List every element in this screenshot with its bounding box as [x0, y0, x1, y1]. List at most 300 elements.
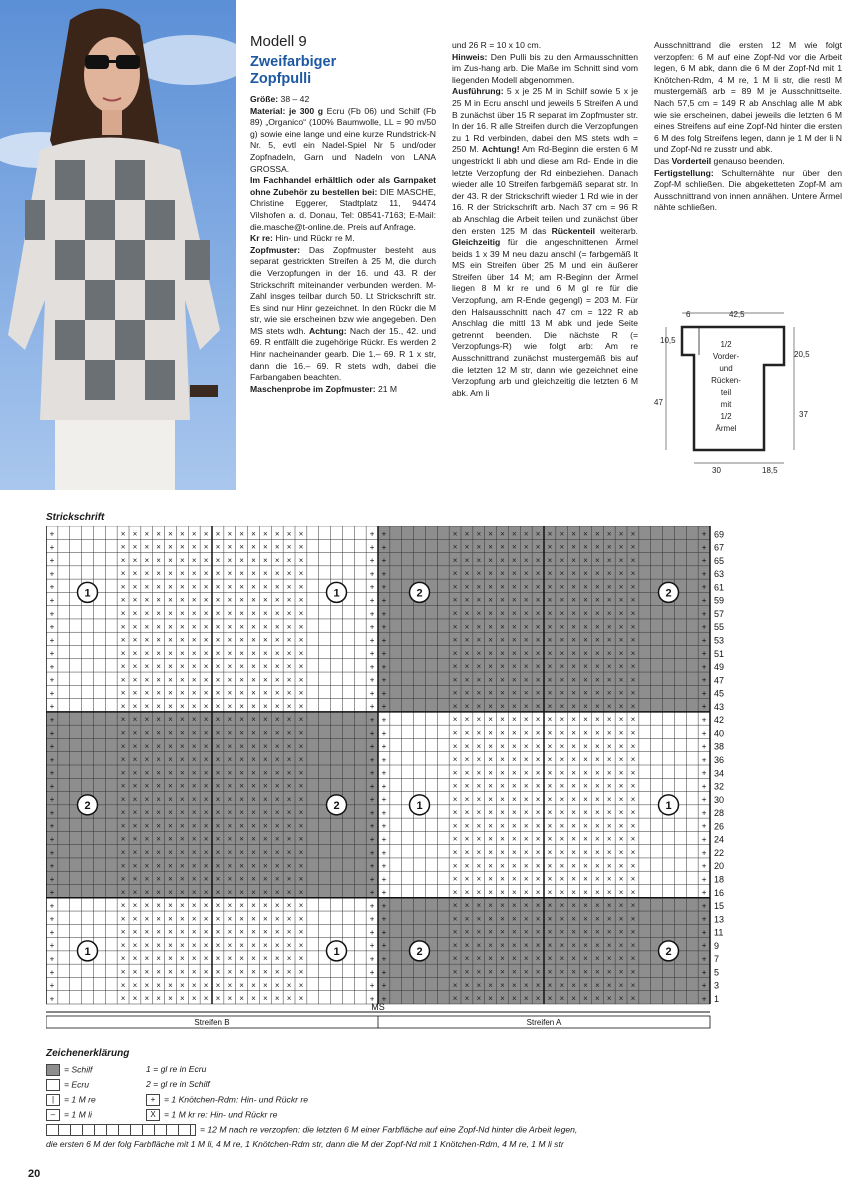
stitch-plus: +	[701, 981, 707, 991]
stitch-x: ×	[132, 635, 138, 645]
stitch-x: ×	[606, 582, 612, 592]
row-number: 3	[714, 980, 720, 991]
stitch-x: ×	[263, 940, 268, 950]
stitch-plus: +	[369, 622, 375, 632]
stitch-x: ×	[571, 529, 576, 539]
stitch-x: ×	[559, 954, 565, 964]
stitch-x: ×	[191, 701, 197, 711]
stitch-x: ×	[251, 887, 256, 897]
stitch-x: ×	[180, 701, 185, 711]
stitch-x: ×	[156, 741, 161, 751]
stitch-x: ×	[120, 901, 126, 911]
stitch-plus: +	[701, 848, 707, 858]
stitch-x: ×	[120, 755, 126, 765]
stitch-x: ×	[630, 980, 636, 990]
stitch-x: ×	[464, 662, 470, 672]
stitch-x: ×	[168, 794, 173, 804]
stitch-x: ×	[203, 675, 209, 685]
stitch-plus: +	[381, 582, 387, 592]
stitch-x: ×	[512, 635, 517, 645]
stitch-x: ×	[286, 887, 292, 897]
stitch-plus: +	[701, 582, 707, 592]
stitch-x: ×	[227, 569, 233, 579]
stitch-x: ×	[180, 715, 185, 725]
stitch-x: ×	[547, 927, 553, 937]
text-column-1	[250, 34, 436, 395]
dim-47: 47	[654, 398, 663, 407]
stitch-x: ×	[251, 622, 256, 632]
stitch-x: ×	[191, 940, 197, 950]
stitch-x: ×	[547, 675, 553, 685]
stitch-x: ×	[156, 582, 161, 592]
stitch-x: ×	[571, 808, 576, 818]
stitch-x: ×	[595, 741, 600, 751]
stitch-x: ×	[120, 635, 126, 645]
row-number: 5	[714, 967, 720, 978]
stitch-plus: +	[381, 662, 387, 672]
stitch-x: ×	[595, 688, 600, 698]
stitch-x: ×	[618, 609, 624, 619]
stitch-x: ×	[606, 662, 612, 672]
stitch-x: ×	[464, 781, 470, 791]
stitch-plus: +	[381, 675, 387, 685]
stitch-x: ×	[535, 887, 541, 897]
stitch-x: ×	[500, 569, 505, 579]
stitch-x: ×	[500, 914, 505, 924]
stitch-x: ×	[227, 808, 233, 818]
stitch-x: ×	[144, 582, 150, 592]
stitch-x: ×	[559, 595, 565, 605]
stitch-x: ×	[120, 622, 126, 632]
stitch-x: ×	[132, 874, 138, 884]
stitch-x: ×	[512, 781, 517, 791]
stitch-x: ×	[274, 741, 280, 751]
stitch-x: ×	[452, 542, 458, 552]
legend-gl-schilf: 2 = gl re in Schilf	[146, 1079, 210, 1089]
stitch-x: ×	[583, 529, 588, 539]
stitch-x: ×	[559, 755, 565, 765]
stitch-x: ×	[156, 901, 161, 911]
stitch-x: ×	[547, 622, 553, 632]
stitch-x: ×	[168, 781, 173, 791]
stitch-plus: +	[49, 888, 55, 898]
stitch-x: ×	[595, 555, 600, 565]
stitch-x: ×	[298, 927, 304, 937]
row-number: 15	[714, 901, 725, 912]
stitch-x: ×	[180, 781, 185, 791]
stitch-x: ×	[239, 927, 244, 937]
stitch-x: ×	[571, 954, 576, 964]
stitch-x: ×	[263, 901, 268, 911]
stitch-x: ×	[203, 954, 209, 964]
stitch-x: ×	[144, 821, 150, 831]
stitch-x: ×	[512, 728, 517, 738]
stitch-x: ×	[120, 768, 126, 778]
stitch-x: ×	[452, 529, 458, 539]
legend-m-re: | = 1 M re	[46, 1094, 96, 1106]
stitch-x: ×	[464, 940, 470, 950]
stitch-x: ×	[120, 648, 126, 658]
stitch-x: ×	[559, 715, 565, 725]
stitch-x: ×	[535, 874, 541, 884]
stitch-x: ×	[606, 609, 612, 619]
stitch-x: ×	[476, 808, 482, 818]
stitch-plus: +	[49, 622, 55, 632]
stitch-x: ×	[274, 595, 280, 605]
stitch-x: ×	[464, 954, 470, 964]
stitch-x: ×	[630, 994, 636, 1004]
stitch-x: ×	[535, 595, 541, 605]
stitch-plus: +	[381, 728, 387, 738]
stitch-x: ×	[452, 914, 458, 924]
stitch-x: ×	[180, 728, 185, 738]
stitch-x: ×	[239, 887, 244, 897]
ausfuehrung-paragraph: Ausführung: 5 x je 25 M in Schilf sowie 5 x je 25 M in Ecru anschl und jeweils 5 Streifen A und B zunächst über 15 R separat im Zopfmuster str. In der 16. R alle Streifen durch die Verzopfungen zu 1 Rd verbinden, dabei den MS stets wdh = 250 M. Achtung! Am Rd-Beginn die ersten 6 M ungestrickt li abh und diese am Rd- Ende in die letzte Verzopfung der Rd einbeziehen. Danach wieder alle 10 Streifen farbgemäß separat str. In der 43. R der Strickschrift wieder 1 Rd wie in der 16. R der Strickschrift arb. Nach 37 cm = 96 R ab Anschlag die Arbeit teilen und zunächst über den ersten 125 M das Rückenteil weiterarb. Gleichzeitig für die angeschnittenen Ärmel beids 1 x 39 M neu dazu anschl (= farbgemäß lt MS ein Streifen über 25 M und ein äußerer Streifen über 14 M; am R-Beginn der Ärmel liegen 8 M kr re und 6 M gl re für die Verzopfung, am R-Ende gegengl) = 203 M. Für den Halsausschnitt nach 47 cm = 122 R ab Anschlag die mittl 13 M abk und jede Seite getrennt beenden. Die nächste R (= Verzopfungs-R) wie folgt arb: Am re Ausschnittrand zunächst mustergemäß bis auf die letzten 12 M str, dann wie gezeichnet eine Verzopfung arb und gleichzeitig die letzten 6 M abk. Am li	[452, 86, 639, 398]
text-column-2	[452, 40, 638, 399]
stitch-x: ×	[606, 635, 612, 645]
stitch-x: ×	[523, 609, 529, 619]
stitch-x: ×	[215, 927, 221, 937]
stitch-x: ×	[523, 715, 529, 725]
stitch-x: ×	[630, 555, 636, 565]
stitch-x: ×	[298, 529, 304, 539]
stitch-x: ×	[583, 675, 588, 685]
stitch-x: ×	[500, 688, 505, 698]
stitch-x: ×	[476, 834, 482, 844]
stitch-x: ×	[547, 821, 553, 831]
stitch-x: ×	[583, 848, 588, 858]
stitch-x: ×	[239, 914, 244, 924]
stitch-x: ×	[535, 635, 541, 645]
stitch-x: ×	[144, 529, 150, 539]
stitch-x: ×	[120, 595, 126, 605]
stitch-x: ×	[168, 662, 173, 672]
stitch-x: ×	[168, 595, 173, 605]
stitch-x: ×	[488, 874, 493, 884]
stitch-x: ×	[274, 755, 280, 765]
stitch-x: ×	[464, 569, 470, 579]
streifen-b-label: Streifen B	[194, 1018, 230, 1027]
stitch-x: ×	[191, 741, 197, 751]
stitch-x: ×	[583, 728, 588, 738]
stitch-x: ×	[618, 848, 624, 858]
stitch-x: ×	[191, 715, 197, 725]
stitch-x: ×	[618, 648, 624, 658]
stitch-x: ×	[215, 848, 221, 858]
stitch-x: ×	[132, 675, 138, 685]
stitch-x: ×	[286, 967, 292, 977]
stitch-plus: +	[701, 808, 707, 818]
stitch-plus: +	[381, 981, 387, 991]
stitch-x: ×	[464, 861, 470, 871]
stitch-x: ×	[571, 901, 576, 911]
stitch-x: ×	[606, 728, 612, 738]
stitch-x: ×	[203, 609, 209, 619]
stitch-x: ×	[156, 609, 161, 619]
stitch-x: ×	[203, 701, 209, 711]
stitch-x: ×	[274, 967, 280, 977]
stitch-x: ×	[618, 688, 624, 698]
stitch-x: ×	[452, 874, 458, 884]
stitch-x: ×	[512, 622, 517, 632]
stitch-x: ×	[286, 595, 292, 605]
stitch-x: ×	[630, 901, 636, 911]
stitch-x: ×	[571, 940, 576, 950]
stitch-x: ×	[630, 662, 636, 672]
stitch-x: ×	[547, 874, 553, 884]
stitch-x: ×	[180, 635, 185, 645]
stitch-x: ×	[476, 874, 482, 884]
stitch-x: ×	[500, 954, 505, 964]
stitch-x: ×	[168, 967, 173, 977]
stitch-plus: +	[49, 967, 55, 977]
stitch-x: ×	[168, 994, 173, 1004]
stitch-x: ×	[120, 781, 126, 791]
stitch-x: ×	[523, 662, 529, 672]
stitch-x: ×	[512, 940, 517, 950]
stitch-x: ×	[286, 914, 292, 924]
stitch-x: ×	[559, 994, 565, 1004]
stitch-x: ×	[452, 901, 458, 911]
row-number: 30	[714, 794, 725, 805]
stitch-x: ×	[120, 874, 126, 884]
stitch-x: ×	[180, 887, 185, 897]
stitch-x: ×	[488, 675, 493, 685]
stitch-x: ×	[523, 569, 529, 579]
stitch-x: ×	[251, 901, 256, 911]
stitch-x: ×	[523, 555, 529, 565]
stitch-x: ×	[606, 555, 612, 565]
stitch-x: ×	[120, 701, 126, 711]
stitch-x: ×	[476, 542, 482, 552]
stitch-x: ×	[227, 781, 233, 791]
stitch-x: ×	[476, 954, 482, 964]
stitch-x: ×	[191, 994, 197, 1004]
stitch-x: ×	[523, 675, 529, 685]
stitch-x: ×	[452, 609, 458, 619]
stitch-x: ×	[298, 595, 304, 605]
stitch-x: ×	[630, 741, 636, 751]
stitch-x: ×	[191, 914, 197, 924]
stitch-x: ×	[535, 967, 541, 977]
stitch-x: ×	[286, 821, 292, 831]
stitch-x: ×	[144, 662, 150, 672]
stitch-x: ×	[595, 609, 600, 619]
stitch-x: ×	[298, 701, 304, 711]
stitch-x: ×	[203, 595, 209, 605]
stitch-x: ×	[227, 741, 233, 751]
stitch-x: ×	[251, 662, 256, 672]
stitch-x: ×	[547, 954, 553, 964]
stitch-x: ×	[595, 569, 600, 579]
stitch-x: ×	[215, 980, 221, 990]
stitch-x: ×	[263, 914, 268, 924]
stitch-x: ×	[203, 715, 209, 725]
stitch-x: ×	[476, 675, 482, 685]
stitch-x: ×	[476, 622, 482, 632]
stitch-x: ×	[274, 728, 280, 738]
stitch-x: ×	[535, 927, 541, 937]
stitch-x: ×	[215, 662, 221, 672]
stitch-plus: +	[381, 781, 387, 791]
stitch-x: ×	[274, 648, 280, 658]
stitch-x: ×	[132, 728, 138, 738]
stitch-x: ×	[630, 927, 636, 937]
stitch-x: ×	[595, 874, 600, 884]
stitch-x: ×	[180, 688, 185, 698]
stitch-x: ×	[488, 569, 493, 579]
stitch-x: ×	[618, 542, 624, 552]
stitch-plus: +	[701, 914, 707, 924]
stitch-x: ×	[180, 662, 185, 672]
stitch-x: ×	[464, 529, 470, 539]
stitch-x: ×	[583, 701, 588, 711]
stitch-plus: +	[49, 835, 55, 845]
ms-label: MS	[371, 1002, 385, 1012]
stitch-x: ×	[168, 887, 173, 897]
stitch-x: ×	[191, 569, 197, 579]
stitch-plus: +	[369, 755, 375, 765]
stitch-x: ×	[618, 755, 624, 765]
stitch-plus: +	[701, 556, 707, 566]
chart-circle-label: 2	[416, 945, 423, 958]
stitch-x: ×	[274, 555, 280, 565]
stitch-x: ×	[239, 715, 244, 725]
stitch-plus: +	[701, 569, 707, 579]
chart-circle-label: 2	[665, 945, 672, 958]
stitch-x: ×	[239, 701, 244, 711]
stitch-x: ×	[215, 994, 221, 1004]
stitch-x: ×	[274, 688, 280, 698]
stitch-x: ×	[227, 648, 233, 658]
stitch-x: ×	[144, 555, 150, 565]
stitch-x: ×	[168, 927, 173, 937]
stitch-x: ×	[286, 728, 292, 738]
stitch-x: ×	[606, 781, 612, 791]
row-number: 65	[714, 555, 725, 566]
stitch-x: ×	[180, 848, 185, 858]
row-number: 13	[714, 914, 725, 925]
stitch-x: ×	[512, 701, 517, 711]
stitch-x: ×	[488, 821, 493, 831]
stitch-x: ×	[464, 728, 470, 738]
stitch-x: ×	[120, 542, 126, 552]
stitch-plus: +	[381, 768, 387, 778]
stitch-plus: +	[369, 888, 375, 898]
stitch-x: ×	[523, 980, 529, 990]
stitch-x: ×	[630, 542, 636, 552]
stitch-x: ×	[547, 914, 553, 924]
stitch-x: ×	[630, 808, 636, 818]
stitch-x: ×	[559, 861, 565, 871]
stitch-x: ×	[571, 701, 576, 711]
stitch-x: ×	[215, 967, 221, 977]
stitch-x: ×	[535, 781, 541, 791]
stitch-x: ×	[559, 675, 565, 685]
stitch-x: ×	[476, 648, 482, 658]
stitch-x: ×	[239, 609, 244, 619]
stitch-x: ×	[227, 834, 233, 844]
stitch-x: ×	[191, 967, 197, 977]
stitch-x: ×	[298, 887, 304, 897]
stitch-x: ×	[156, 794, 161, 804]
stitch-x: ×	[464, 741, 470, 751]
kr-re-symbol: X	[146, 1109, 160, 1121]
stitch-x: ×	[476, 715, 482, 725]
stitch-x: ×	[263, 808, 268, 818]
stitch-x: ×	[132, 715, 138, 725]
stitch-x: ×	[227, 887, 233, 897]
stitch-x: ×	[263, 609, 268, 619]
stitch-plus: +	[381, 927, 387, 937]
stitch-x: ×	[227, 728, 233, 738]
stitch-x: ×	[500, 821, 505, 831]
stitch-x: ×	[535, 662, 541, 672]
stitch-x: ×	[595, 967, 600, 977]
stitch-x: ×	[512, 715, 517, 725]
stitch-x: ×	[535, 542, 541, 552]
stitch-x: ×	[500, 542, 505, 552]
stitch-x: ×	[512, 914, 517, 924]
chart-circle-label: 1	[84, 587, 91, 600]
row-number: 26	[714, 821, 725, 832]
stitch-x: ×	[606, 887, 612, 897]
stitch-plus: +	[701, 954, 707, 964]
stitch-plus: +	[369, 795, 375, 805]
stitch-x: ×	[168, 940, 173, 950]
stitch-x: ×	[251, 808, 256, 818]
stitch-x: ×	[215, 648, 221, 658]
stitch-plus: +	[49, 542, 55, 552]
stitch-x: ×	[168, 980, 173, 990]
stitch-x: ×	[144, 728, 150, 738]
stitch-x: ×	[180, 648, 185, 658]
stitch-x: ×	[168, 728, 173, 738]
stitch-x: ×	[476, 940, 482, 950]
stitch-x: ×	[488, 927, 493, 937]
stitch-x: ×	[452, 821, 458, 831]
stitch-x: ×	[215, 728, 221, 738]
stitch-plus: +	[701, 675, 707, 685]
stitch-x: ×	[500, 715, 505, 725]
knitting-chart	[46, 526, 846, 1036]
stitch-x: ×	[215, 622, 221, 632]
row-number: 57	[714, 608, 725, 619]
stitch-x: ×	[168, 808, 173, 818]
stitch-x: ×	[156, 755, 161, 765]
stitch-plus: +	[701, 529, 707, 539]
stitch-x: ×	[263, 648, 268, 658]
stitch-x: ×	[476, 555, 482, 565]
stitch-x: ×	[488, 609, 493, 619]
stitch-x: ×	[298, 675, 304, 685]
row-number: 34	[714, 768, 725, 779]
stitch-x: ×	[298, 821, 304, 831]
stitch-x: ×	[180, 808, 185, 818]
stitch-x: ×	[547, 582, 553, 592]
stitch-x: ×	[156, 688, 161, 698]
stitch-x: ×	[132, 887, 138, 897]
stitch-x: ×	[263, 555, 268, 565]
stitch-x: ×	[523, 834, 529, 844]
stitch-x: ×	[286, 808, 292, 818]
stitch-x: ×	[618, 887, 624, 897]
row-number: 61	[714, 582, 725, 593]
stitch-x: ×	[618, 569, 624, 579]
stitch-x: ×	[464, 834, 470, 844]
stitch-x: ×	[286, 741, 292, 751]
stitch-x: ×	[535, 994, 541, 1004]
